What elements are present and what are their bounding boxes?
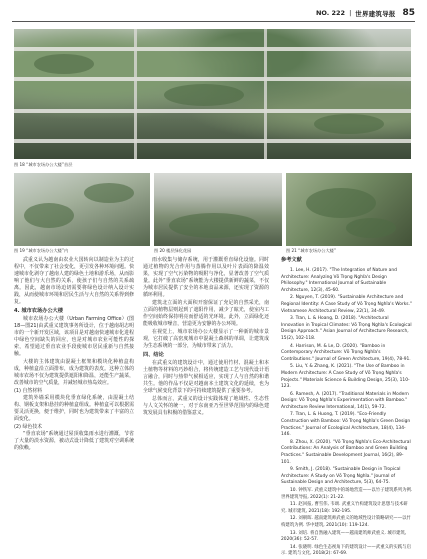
paragraph: 雨水收集与储存系统，用于灌溉垂直绿化设施。同时通过植物的光合作用与蒸腾作用以及叶片表面的降温效果，实现了空气污染物的吸附与净化，显著改善了空气质量。此外“垂直农场”系统能为大楼提供新鲜的蔬菜，不仅为城市居民提供了安全的本地食品来源，还实现了资源的循环利用。 xyxy=(143,257,269,298)
figure-20-photo xyxy=(154,173,282,246)
figure-18-caption: 图 18 “城市农场办公大楼”首层 xyxy=(14,162,73,167)
references-list xyxy=(281,268,413,558)
paragraph: 城市农场办公大楼（Urban Farming Office）(图18—图21)由武重义建筑事务所设计，位于越南胡志明市的一个新开发区域，该项目是对越南快速城市化进程中绿色空间缺失的回应，也是对城市农业可能性的探索，希望通过垂直农业手段使城市居民重新与自然接触。 xyxy=(14,316,134,357)
figure-21-caption: 图 21 “城市农场办公大楼” xyxy=(286,248,337,253)
section-heading: 四、结论 xyxy=(143,352,164,358)
section-heading: (1) 自然材料 xyxy=(14,388,43,394)
paragraph: 大楼的主体建筑由混凝土框架和模块化种植盒构成，种植盒沿立面排布，成为建筑的表皮。这种立体的城市农场不仅为建筑提供遮阳和降温，还能生产蔬菜，改善城市的空气质量，并减轻城市热岛效应。 xyxy=(14,359,134,386)
page-number: 85 xyxy=(402,8,415,18)
references-column xyxy=(281,257,413,559)
section-heading: (2) 绿色技术 xyxy=(14,424,43,430)
section-heading: 4. 城市农场办公大楼 xyxy=(14,308,63,314)
references-heading: 参考文献 xyxy=(281,257,302,263)
reference-item: 4. Harrison, M. & Le, D. (2020). "Bamboo in Contemporary Architecture: Vō Trọng Nghĩa's Contributions." Journal of Green Architecture, 19(4), 78-91. xyxy=(281,343,411,362)
reference-item: 12. 刘朝晖. 越南建筑师武重义的地域性设计策略研究——以竹构建筑为例. 华中建筑, 2021(10): 119-124. xyxy=(281,516,411,528)
figure-18-photo xyxy=(14,29,411,159)
reference-item: 14. 张晓明. 绿色生态视角下的建筑设计——武重义的实践与启示. 建筑与文化, 2018(2): 67-69. xyxy=(281,544,411,557)
reference-item: 8. Zhou, X. (2020). "Vō Trọng Nghĩa's Eco-Architectural Contributions: An Analysis of Bamboo and Green Building Practices." Sustainable Development Journal, 16(2), 89-101. xyxy=(281,439,411,465)
paragraph: 建筑北立面的大面积开窗保证了充足的自然采光，南立面的植物层则起到了遮阳作用，减少了眩光，使室内工作空间始终保持明亮而舒适的光环境。此外，立面绿化还能吸收城市噪音，营造更为安静的办公环境。 xyxy=(143,300,269,327)
running-header xyxy=(316,7,415,19)
reference-item: 13. 刘培. 将自然融入建筑——越南建筑师武重义. 城市建筑, 2020(36): 52-57. xyxy=(281,530,407,543)
figure-19-photo xyxy=(14,173,150,246)
figure-21-photo xyxy=(286,173,412,246)
reference-item: 2. Nguyen, T. (2019). "Sustainable Architecture and Regional Identity: A Case Study of Vō Trọng Nghĩa's Works." Vietnamese Architectural Review, 22(1), 34-49. xyxy=(281,295,413,314)
header-separator: | xyxy=(349,9,352,17)
issue-number: NO. 222 xyxy=(315,9,346,17)
reference-item: 3. Tran, L. & Hoang, D. (2018). "Architectural Innovation in Tropical Climates: Vō Trọng Nghĩa's Ecological Design Approach." Asian Journal of Architecture Research, 15(2), 102-118. xyxy=(281,316,412,341)
reference-item: 6. Ramesh, A. (2017). "Traditional Materials in Modern Design: Vō Trọng Nghĩa's Experimentation with Bamboo." Architecture Review International, 14(1), 59-72. xyxy=(281,391,409,410)
reference-item: 5. Liu, Y. & Zhang, K. (2021). "The Use of Bamboo in Modern Architecture: A Case Study of Vō Trọng Nghĩa's Projects." Materials Science & Building Design, 25(3), 110-123. xyxy=(281,364,410,390)
body-column-2 xyxy=(143,257,269,418)
header-rule xyxy=(12,21,415,22)
reference-item: 9. Smith, J. (2018). "Sustainable Design in Tropical Architecture: A Study on Vō Trọng Nghĩa." Journal of Sustainable Design and Architecture, 5(3), 64-75. xyxy=(281,467,401,486)
paragraph: 总体而言，武重义的设计实践体现了地域性、生态性与人文关怀的统一，对于东南亚乃至世界范围内的绿色建筑发展具有积极的借鉴意义。 xyxy=(143,396,269,416)
paragraph: 在视觉上，城市农场办公大楼显示了一种新的城市景观，它打破了高密度城市中混凝土森林的单调，让建筑成为生态系统的一部分，为城市带来了活力。 xyxy=(143,329,269,349)
figure-19-caption: 图 19 “城市农场办公大楼”内 xyxy=(14,248,69,253)
paragraph: 在武重义的建筑设计中，通过使用竹材、混凝土和本土植物等材料的巧妙组合，将传统建造工艺与现代设计语言融合，同时与热带气候相适应，实现了人与自然的和谐共生。他的作品不仅是对越南本土建筑文化的延续，也为全球气候变化背景下的可持续建筑提供了重要参考。 xyxy=(143,360,269,394)
reference-item: 7. Tran, L. & Huong, T. (2019). "Eco-Friendly Construction with Bamboo: Vō Trọng Nghĩa's Green Design Practices." Journal of Ecological Architecture, 18(4), 134-146. xyxy=(281,412,411,438)
body-column-1 xyxy=(14,257,134,453)
reference-item: 1. Lee, H. (2017). "The Integration of Nature and Architecture: Analyzing Vō Trọng Nghĩa's Design Philosophy." International Journal of Sustainable Architecture, 12(3), 45-60. xyxy=(281,268,397,293)
paragraph: 武重义认为越南由农业大国转向以制造业为主的过程中，不仅带来了社会变化，更引发各种环境问题。快速城市化剥夺了越南人建的绿色土地和游乐场，从而影响了他们与大自然的关系，使孩子们与自然的关系疏离。因此，越南市场迫切需要将绿色设计纳入设计实践，从而使城市环境和居民生活与大自然的关系得到修复。 xyxy=(14,257,134,305)
journal-title: 世界建筑导报 xyxy=(355,9,396,18)
paragraph: 建筑外墙采用模块化垂直绿化系统，由混凝土结构、钢板支架和悬挂的种植盒组成。种植盒可以根据需要灵活更换，便于维护，同时也为建筑带来了丰富的立面变化。 xyxy=(14,395,134,422)
paragraph: “垂直农场”系统通过屋顶收集雨水进行灌溉，节省了大量的淡水资源，被动式设计降低了建筑对空调系统的依赖。 xyxy=(14,431,134,451)
reference-item: 10. 钟铁军. 武重义建筑中的场地营造——以竹子建筑系列为例. 世界建筑导报, 2022(1): 21-22. xyxy=(281,488,413,500)
figure-20-caption: 图 20 楼层绿化花园 xyxy=(154,248,192,253)
reference-item: 11. 赵回报, 曹雪伟, 韦颂. 武重义竹构建筑设计思想与技术研究. 城市建筑, 2021(18): 192-195. xyxy=(281,502,408,514)
